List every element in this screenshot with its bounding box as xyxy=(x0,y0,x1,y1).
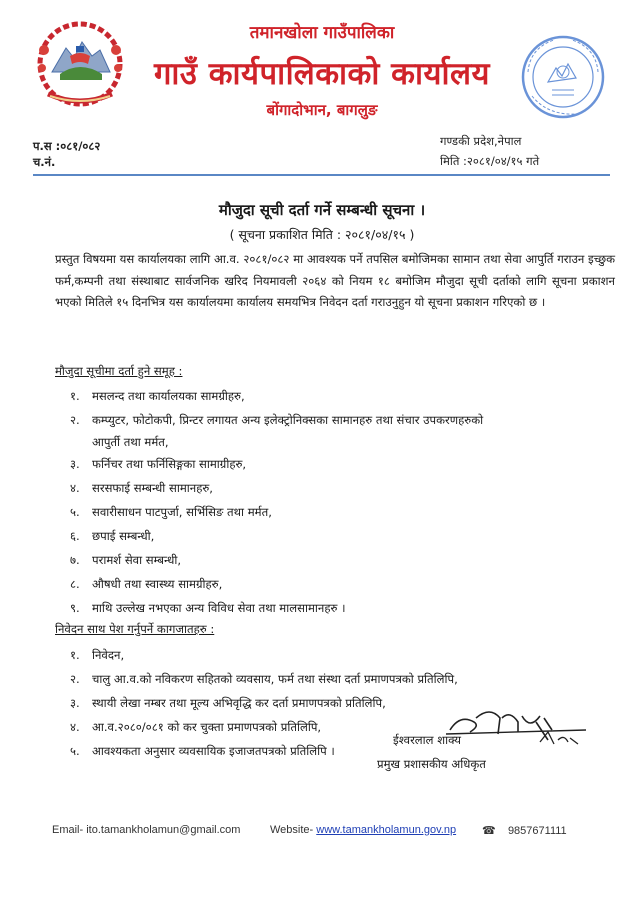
list-item: ६. छपाई सम्बन्धी, xyxy=(70,529,155,543)
list-item: १. निवेदन, xyxy=(70,648,125,662)
phone-number: 9857671111 xyxy=(507,825,567,837)
municipality-name: तमानखोला गाउँपालिका xyxy=(249,23,395,43)
list-item: २. कम्प्युटर, फोटोकपी, प्रिन्टर लगायत अन्य इलेक्ट्रोनिक्सका सामानहरु तथा संचार उपकरणहरुको आपुर्ती तथा मर्मत, xyxy=(70,413,484,449)
notice-title: मौजुदा सूची दर्ता गर्ने सम्बन्धी सूचना । xyxy=(218,201,426,219)
list-item: ८. औषधी तथा स्वास्थ्य सामग्रीहरु, xyxy=(70,577,223,591)
list-item: ५. आवश्यकता अनुसार व्यवसायिक इजाजतपत्रको प्रतिलिपि । xyxy=(70,744,335,758)
list-item: २. चालु आ.व.को नविकरण सहितको व्यवसाय, फर्म तथा संस्था दर्ता प्रमाणपत्रको प्रतिलिपि, xyxy=(70,672,458,686)
list-item: १. मसलन्द तथा कार्यालयका सामग्रीहरु, xyxy=(70,389,245,403)
notice-publish-date: ( सूचना प्रकाशित मिति : २०८१/०४/१५ ) xyxy=(229,227,415,242)
dispatch-number: च.नं. xyxy=(33,155,56,169)
footer-email[interactable]: Email- ito.tamankholamun@gmail.com xyxy=(52,824,241,836)
notice-body: प्रस्तुत विषयमा यस कार्यालयका लागि आ.व. २०८१/०८२ मा आवश्यक पर्ने तपसिल बमोजिमका सामान तथा सेवा आपुर्ति गराउन इच्छुक फर्म,कम्पनी तथा संस्थाबाट सार्वजनिक खरिद नियमावली २०६४ को नियम १८ बमोजिम मौजुदा सूची दर्ताको लागि सूचना प्रकाशन भएको मितिले १५ दिनभित्र यस कार्यालयमा कार्यालय समयभित्र निवेदन दर्ता गराउनुहुन यो सूचना प्रकाशन गरिएको छ । xyxy=(55,252,615,309)
signatory-name: ईश्वरलाल शाक्य xyxy=(393,733,462,747)
handwritten-signature xyxy=(440,700,590,750)
list-item: ३. स्थायी लेखा नम्बर तथा मूल्य अभिवृद्धि कर दर्ता प्रमाणपत्रको प्रतिलिपि, xyxy=(70,696,386,710)
list-item: ७. परामर्श सेवा सम्बन्धी, xyxy=(70,553,182,567)
list-item: ९. माथि उल्लेख नभएका अन्य विविध सेवा तथा मालसामानहरु । xyxy=(70,601,346,615)
header-divider xyxy=(33,174,610,176)
letter-number: प.स :०८१/०८२ xyxy=(33,139,101,153)
list-item: ४. सरसफाई सम्बन्धी सामानहरु, xyxy=(70,481,213,495)
footer xyxy=(52,824,612,836)
office-stamp xyxy=(518,32,608,122)
province-label: गण्डकी प्रदेश,नेपाल xyxy=(440,134,522,148)
list-item: ५. सवारीसाधन पाटपुर्जा, सर्भिसिङ तथा मर्मत, xyxy=(70,505,272,519)
footer-website xyxy=(270,824,456,836)
signatory-title: प्रमुख प्रशासकीय अधिकृत xyxy=(377,757,486,771)
list-item: ४. आ.व.२०८०/०८१ को कर चुक्ता प्रमाणपत्रको प्रतिलिपि, xyxy=(70,720,322,734)
footer-phone xyxy=(482,824,567,837)
documents-heading: निवेदन साथ पेश गर्नुपर्ने कागजातहरु : xyxy=(55,622,215,636)
letter-date: मिति :२०८१/०४/१५ गते xyxy=(440,154,540,168)
list-item: ३. फर्निचर तथा फर्निसिङ्गका सामाग्रीहरु, xyxy=(70,457,247,471)
office-name: गाउँ कार्यपालिकाको कार्यालय xyxy=(153,56,491,92)
website-link[interactable]: www.tamankholamun.gov.np xyxy=(316,824,457,836)
website-label: Website- xyxy=(270,824,314,836)
categories-heading: मौजुदा सूचीमा दर्ता हुने समूह : xyxy=(55,364,183,378)
office-address: बोंगादोभान, बागलुङ xyxy=(266,101,378,119)
telephone-icon: ☎ xyxy=(482,825,496,837)
